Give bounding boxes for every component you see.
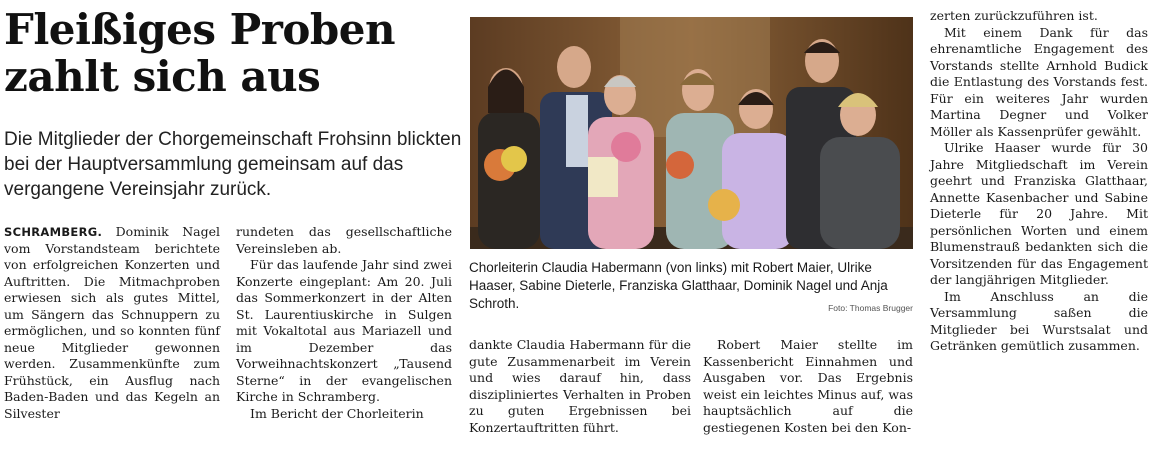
dateline: SCHRAMBERG. [4, 225, 103, 239]
paragraph: Im Bericht der Chorleiterin [250, 405, 424, 421]
paragraph: Dominik Nagel vom Vorstandsteam berichtete von erfolgreichen Konzerten und Auftritten. Die Mitmachproben erwiesen sich als gutes Mittel, um Sängern das Schnuppern zu ermöglichen, und so konnten fünf neue Mitglieder gewonnen werden. Zusammenkünfte zum Frühstück, ein Ausflug nach Baden-Baden und das Kegeln an Silvester [4, 224, 220, 421]
photo-caption: Chorleiterin Claudia Habermann (von links) mit Robert Maier, Ulrike Haaser, Sabine Dieterle, Franziska Glatthaar, Dominik Nagel und Anja Schroth. [469, 260, 888, 311]
body-column-1 [4, 224, 220, 422]
paragraph: dankte Claudia Habermann für die gute Zusammenarbeit im Verein und wies darauf hin, dass diszipliniertes Verhalten in Proben zu guten Ergebnissen bei Konzertauftritten führt. [469, 337, 691, 435]
group-photo [470, 17, 913, 249]
body-column-2 [236, 224, 452, 422]
photo-credit: Foto: Thomas Brugger [828, 303, 913, 313]
paragraph: rundeten das gesellschaftliche Vereinsleben ab. [236, 224, 452, 256]
paragraph: zerten zurückzuführen ist. [930, 8, 1098, 23]
paragraph: Mit einem Dank für das ehrenamtliche Engagement des Vorstands stellte Arnhold Budick die Entlastung des Vorstands fest. Für ein weiteres Jahr wurden Martina Degner und Volker Möller als Kassenprüfer gewählt. [930, 24, 1148, 139]
paragraph: Ulrike Haaser wurde für 30 Jahre Mitgliedschaft im Verein geehrt und Franziska Glatthaar, Annette Kasenbacher und Sabine Dieterle für 20 Jahre. Mit persönlichen Worten und einem Blumenstrauß bedankten sich die Vorsitzenden für das Engagement der langjährigen Mitglieder. [930, 140, 1148, 287]
body-column-4 [703, 337, 913, 436]
paragraph: Robert Maier stellte im Kassenbericht Einnahmen und Ausgaben vor. Das Ergebnis weist ein leichtes Minus auf, was hauptsächlich auf die gestiegenen Kosten bei den Kon- [703, 337, 913, 435]
paragraph: Für das laufende Jahr sind zwei Konzerte eingeplant: Am 20. Juli das Sommerkonzert in der Alten St. Laurentiuskirche in Sulgen mit Vokaltotal aus Mariazell und im Dezember das Vorweihnachtskonzert „Tausend Sterne“ in der evangelischen Kirche in Schramberg. [236, 257, 452, 404]
deck-subheadline: Die Mitglieder der Chorgemeinschaft Frohsinn blickten bei der Hauptversammlung gemeinsam auf das vergangene Vereinsjahr zurück. [4, 129, 462, 200]
headline: Fleißiges Proben zahlt sich aus [4, 5, 396, 101]
body-column-5 [930, 8, 1148, 355]
group-photo-illustration [470, 17, 913, 249]
body-column-3 [469, 337, 691, 436]
paragraph: Im Anschluss an die Versammlung saßen die Mitglieder bei Wurstsalat und Getränken gemütlich zusammen. [930, 288, 1148, 353]
